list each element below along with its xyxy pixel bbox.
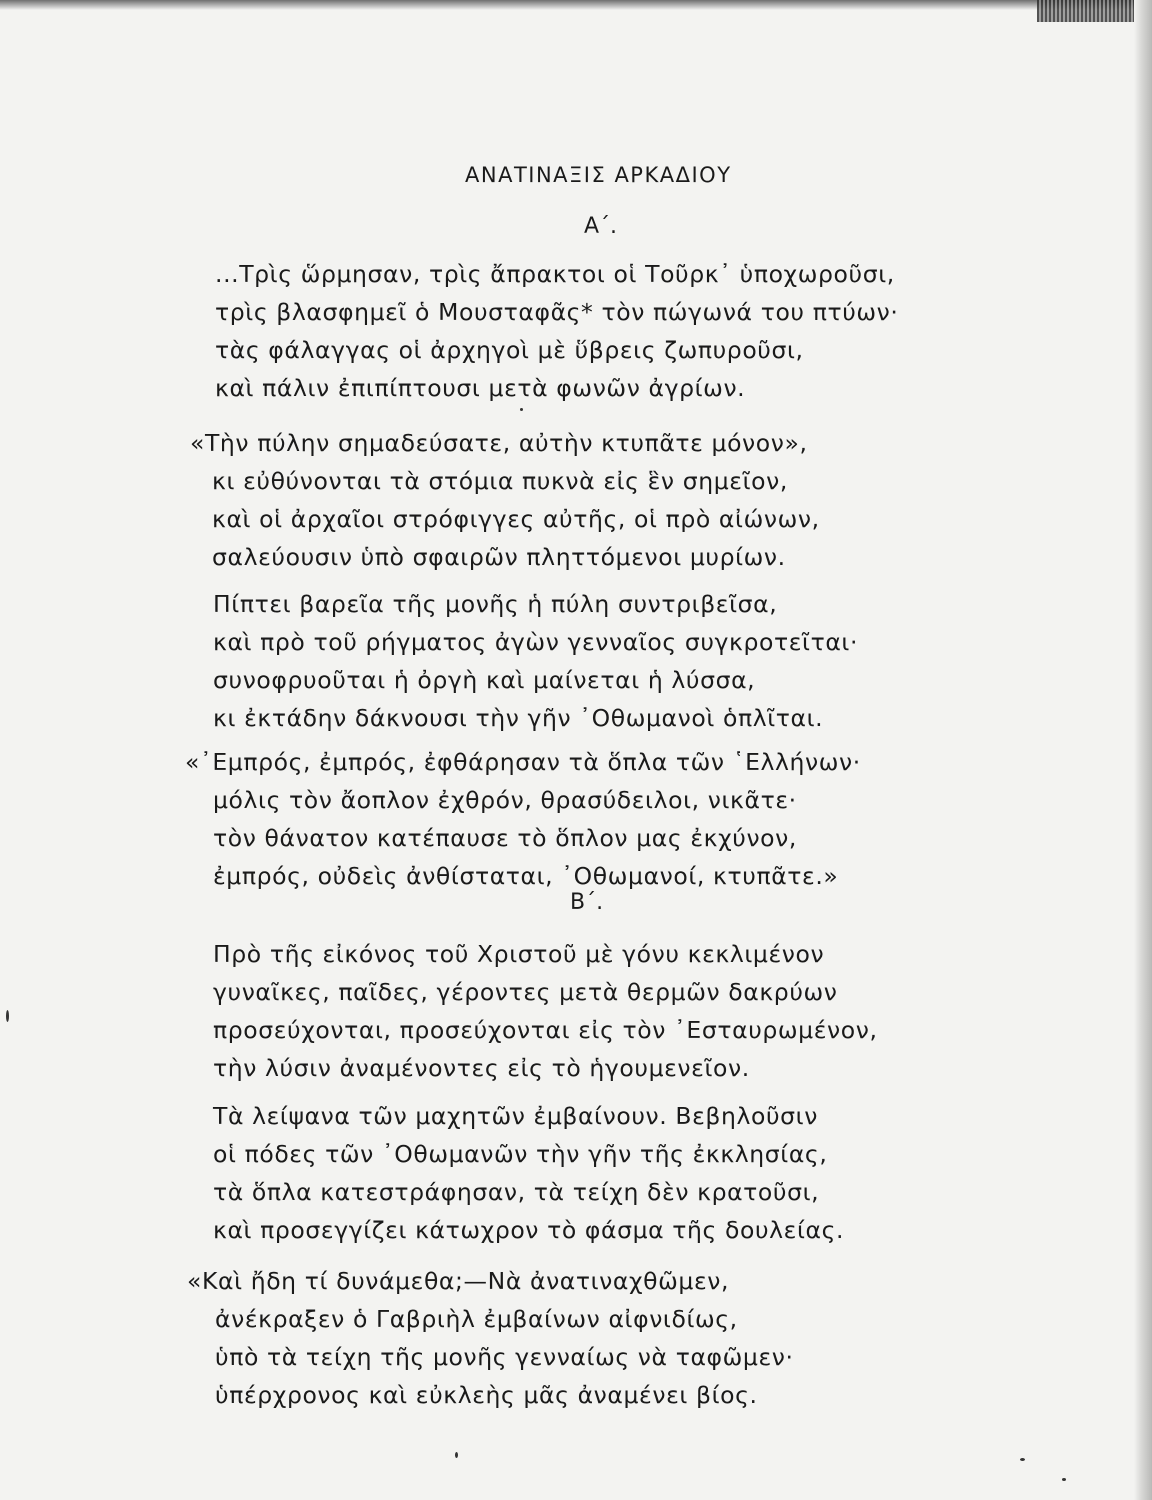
- verse-line: ἀνέκραξεν ὁ Γαβριὴλ ἐμβαίνων αἰφνιδίως,: [215, 1305, 738, 1333]
- verse-line: τὰς φάλαγγας οἱ ἀρχηγοὶ μὲ ὕβρεις ζωπυροῦσι,: [215, 336, 804, 364]
- verse-line: τὸν θάνατον κατέπαυσε τὸ ὅπλον μας ἐκχύνον,: [213, 824, 797, 852]
- scan-speck: [1020, 1458, 1025, 1461]
- verse-line: γυναῖκες, παῖδες, γέροντες μετὰ θερμῶν δακρύων: [213, 978, 838, 1006]
- verse-line: ὑπέρχρονος καὶ εὐκλεὴς μᾶς ἀναμένει βίος.: [215, 1381, 758, 1409]
- scan-speck: [6, 1010, 9, 1022]
- verse-line: καὶ οἱ ἀρχαῖοι στρόφιγγες αὐτῆς, οἱ πρὸ αἰώνων,: [212, 505, 820, 533]
- stanza-6: [213, 1097, 844, 1249]
- verse-line: καὶ πρὸ τοῦ ρήγματος ἀγὼν γενναῖος συγκροτεῖται·: [213, 628, 859, 656]
- stanza-2: [190, 424, 820, 576]
- verse-line: κι ἐκτάδην δάκνουσι τὴν γῆν ᾽Οθωμανοὶ ὁπλῖται.: [213, 704, 824, 732]
- verse-line: τὰ ὅπλα κατεστράφησαν, τὰ τείχη δὲν κρατοῦσι,: [213, 1178, 820, 1206]
- stanza-5: [213, 935, 878, 1087]
- verse-line: μόλις τὸν ἄοπλον ἐχθρόν, θρασύδειλοι, νικᾶτε·: [213, 786, 797, 814]
- section-heading-b: Β΄.: [570, 890, 604, 915]
- verse-line: κι εὐθύνονται τὰ στόμια πυκνὰ εἰς ἓν σημεῖον,: [212, 467, 788, 495]
- verse-line: ὑπὸ τὰ τείχη τῆς μονῆς γενναίως νὰ ταφῶμεν·: [215, 1343, 794, 1371]
- stanza-3: [213, 585, 858, 737]
- verse-line: «᾽Εμπρός, ἐμπρός, ἐφθάρησαν τὰ ὅπλα τῶν ῾Ελλήνων·: [185, 748, 861, 776]
- verse-line: Πρὸ τῆς εἰκόνος τοῦ Χριστοῦ μὲ γόνυ κεκλιμένον: [213, 940, 825, 968]
- verse-line: ἐμπρός, οὐδεὶς ἀνθίσταται, ᾽Οθωμανοί, κτυπᾶτε.»: [213, 862, 839, 890]
- stanza-1: [215, 255, 898, 407]
- scan-speck: [1062, 1478, 1066, 1481]
- verse-line: ...Τρὶς ὥρμησαν, τρὶς ἄπρακτοι οἱ Τοῦρκ᾽ ὑποχωροῦσι,: [215, 260, 895, 288]
- page-top-edge: [0, 0, 1152, 10]
- verse-line: Πίπτει βαρεῖα τῆς μονῆς ἡ πύλη συντριβεῖσα,: [213, 590, 778, 618]
- verse-line: Τὰ λείψανα τῶν μαχητῶν ἐμβαίνουν. Βεβηλοῦσιν: [213, 1102, 818, 1130]
- stanza-4: [185, 743, 861, 895]
- verse-line: τὴν λύσιν ἀναμένοντες εἰς τὸ ἡγουμενεῖον.: [213, 1054, 750, 1082]
- verse-line: προσεύχονται, προσεύχονται εἰς τὸν ᾽Εσταυρωμένον,: [213, 1016, 878, 1044]
- poem-title: ΑΝΑΤΙΝΑΞΙΣ ΑΡΚΑΔΙΟΥ: [465, 163, 732, 187]
- scan-speck: [520, 408, 523, 411]
- stanza-7: [187, 1262, 794, 1414]
- verse-line: σαλεύουσιν ὑπὸ σφαιρῶν πληττόμενοι μυρίων.: [212, 543, 786, 571]
- verse-line: καὶ πάλιν ἐπιπίπτουσι μετὰ φωνῶν ἀγρίων.: [215, 374, 746, 402]
- verse-line: «Τὴν πύλην σημαδεύσατε, αὐτὴν κτυπᾶτε μόνον»,: [190, 429, 808, 457]
- scan-speck: [455, 1452, 458, 1458]
- verse-line: συνοφρυοῦται ἡ ὀργὴ καὶ μαίνεται ἡ λύσσα,: [213, 666, 756, 694]
- page-right-edge: [1134, 0, 1152, 1500]
- verse-line: τρὶς βλασφημεῖ ὁ Μουσταφᾶς* τὸν πώγωνά του πτύων·: [215, 298, 899, 326]
- verse-line: καὶ προσεγγίζει κάτωχρον τὸ φάσμα τῆς δουλείας.: [213, 1216, 845, 1244]
- verse-line: οἱ πόδες τῶν ᾽Οθωμανῶν τὴν γῆν τῆς ἐκκλησίας,: [213, 1140, 828, 1168]
- verse-line: «Καὶ ἤδη τί δυνάμεθα;—Νὰ ἀνατιναχθῶμεν,: [187, 1267, 730, 1295]
- section-heading-a: Α΄.: [584, 214, 618, 239]
